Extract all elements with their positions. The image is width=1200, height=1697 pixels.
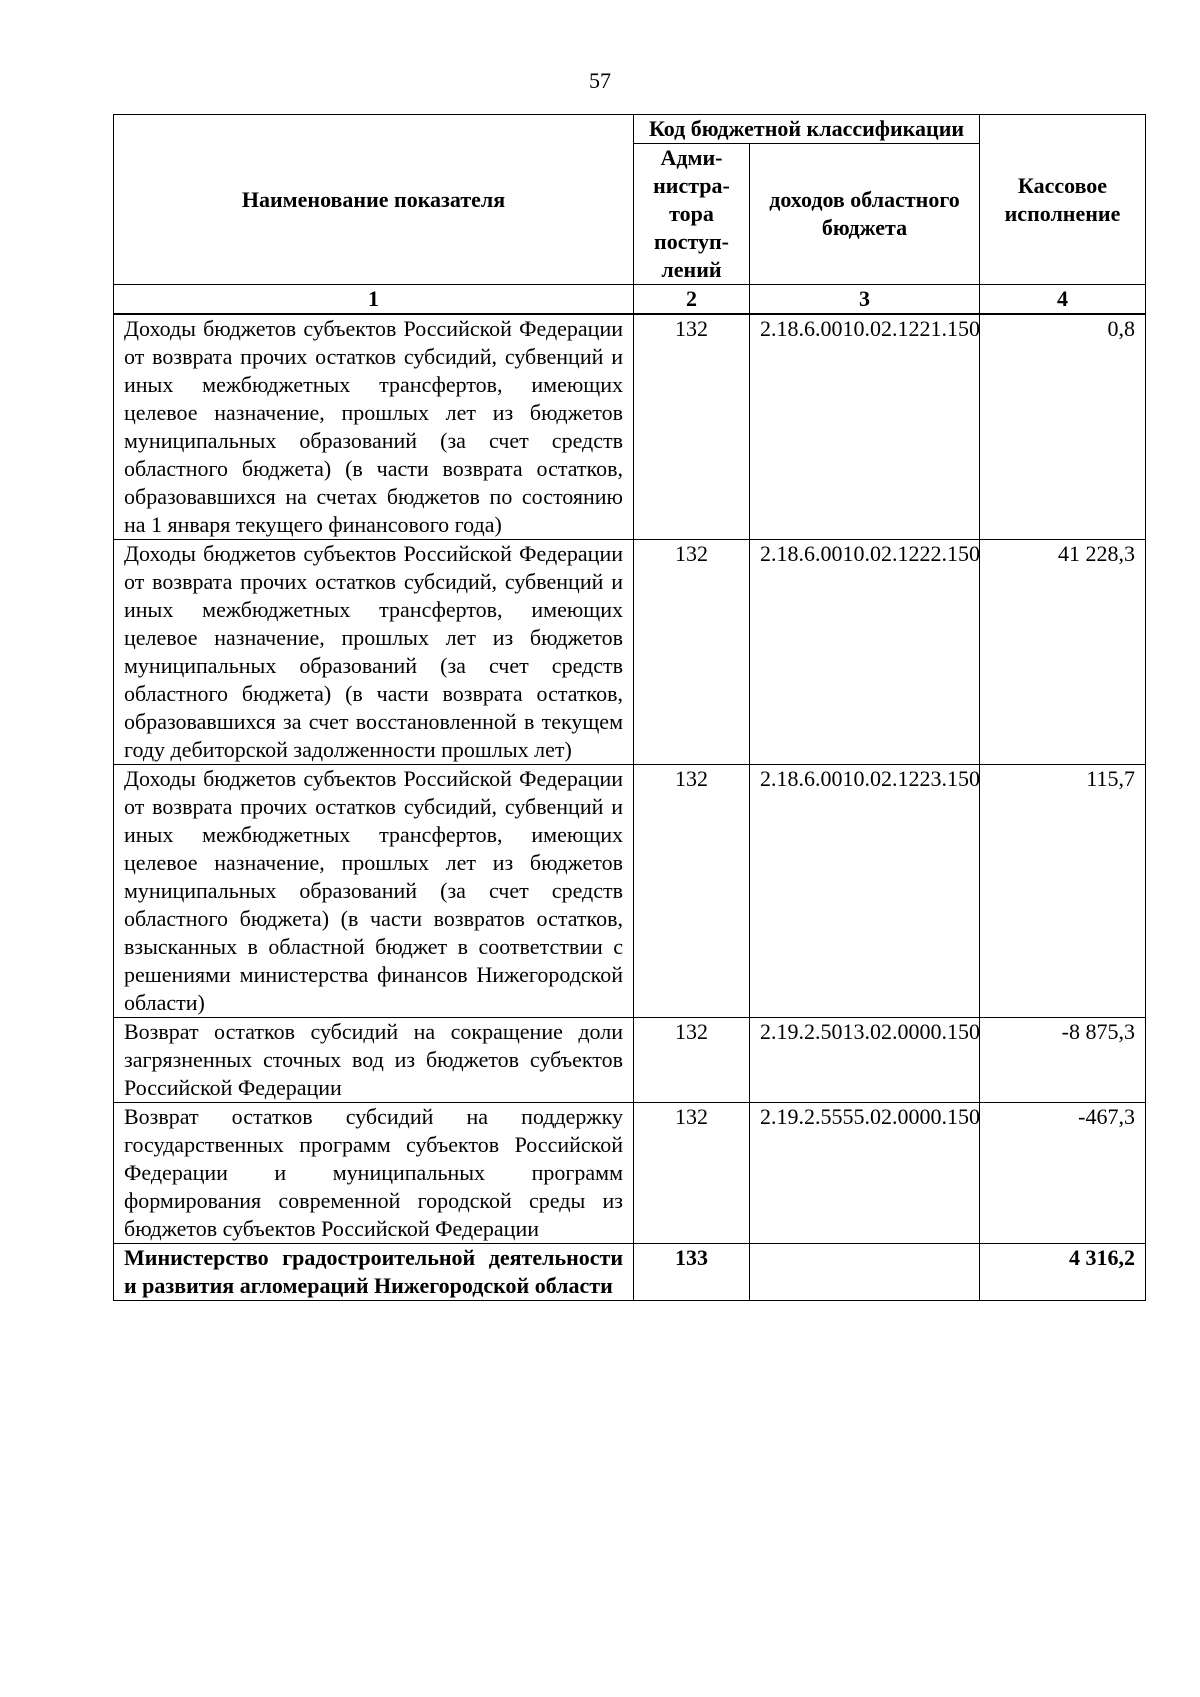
row-amount: -8 875,3 — [980, 1018, 1146, 1103]
row-admin-code: 132 — [634, 540, 750, 765]
column-numbers-row — [114, 285, 1146, 315]
row-budget-code: 2.18.6.0010.02.1221.150 — [750, 314, 980, 540]
row-name: Министерство градостроительной деятельности и развития агломераций Нижегородской области — [114, 1244, 634, 1301]
header-income: доходов областного бюджета — [750, 144, 980, 285]
column-number-1: 1 — [114, 285, 634, 315]
row-amount: 0,8 — [980, 314, 1146, 540]
row-amount: 115,7 — [980, 765, 1146, 1018]
row-admin-code: 132 — [634, 765, 750, 1018]
row-budget-code: 2.18.6.0010.02.1223.150 — [750, 765, 980, 1018]
page-number: 57 — [589, 68, 611, 93]
table-row — [114, 540, 1146, 765]
row-admin-code: 132 — [634, 314, 750, 540]
table-row — [114, 314, 1146, 540]
row-name: Доходы бюджетов субъектов Российской Федерации от возврата прочих остатков субсидий, субвенций и иных межбюджетных трансфертов, имеющих целевое назначение, прошлых лет из бюджетов муниципальных образований (за счет средств областного бюджета) (в части возврата остатков, образовавшихся на счетах бюджетов по состоянию на 1 января текущего финансового года) — [114, 314, 634, 540]
column-number-4: 4 — [980, 285, 1146, 315]
table-row — [114, 765, 1146, 1018]
header-row-top — [114, 115, 1146, 144]
row-budget-code: 2.19.2.5013.02.0000.150 — [750, 1018, 980, 1103]
row-amount: -467,3 — [980, 1103, 1146, 1244]
row-admin-code: 132 — [634, 1018, 750, 1103]
header-name: Наименование показателя — [114, 115, 634, 285]
header-kbk: Код бюджетной классификации — [634, 115, 980, 144]
budget-income-table — [113, 114, 1146, 1301]
column-number-2: 2 — [634, 285, 750, 315]
row-budget-code — [750, 1244, 980, 1301]
header-admin: Адми-нистра-тора поступ-лений — [634, 144, 750, 285]
header-execution: Кассовое исполнение — [980, 115, 1146, 285]
row-admin-code: 132 — [634, 1103, 750, 1244]
row-budget-code: 2.18.6.0010.02.1222.150 — [750, 540, 980, 765]
row-name: Возврат остатков субсидий на поддержку государственных программ субъектов Российской Федерации и муниципальных программ формирования современной городской среды из бюджетов субъектов Российской Федерации — [114, 1103, 634, 1244]
row-amount: 41 228,3 — [980, 540, 1146, 765]
row-amount: 4 316,2 — [980, 1244, 1146, 1301]
table-row-ministry-total — [114, 1244, 1146, 1301]
row-name: Доходы бюджетов субъектов Российской Федерации от возврата прочих остатков субсидий, субвенций и иных межбюджетных трансфертов, имеющих целевое назначение, прошлых лет из бюджетов муниципальных образований (за счет средств областного бюджета) (в части возвратов остатков, взысканных в областной бюджет в соответствии с решениями министерства финансов Нижегородской области) — [114, 765, 634, 1018]
table-row — [114, 1103, 1146, 1244]
table-row — [114, 1018, 1146, 1103]
row-budget-code: 2.19.2.5555.02.0000.150 — [750, 1103, 980, 1244]
column-number-3: 3 — [750, 285, 980, 315]
row-admin-code: 133 — [634, 1244, 750, 1301]
row-name: Доходы бюджетов субъектов Российской Федерации от возврата прочих остатков субсидий, субвенций и иных межбюджетных трансфертов, имеющих целевое назначение, прошлых лет из бюджетов муниципальных образований (за счет средств областного бюджета) (в части возврата остатков, образовавшихся за счет восстановленной в текущем году дебиторской задолженности прошлых лет) — [114, 540, 634, 765]
row-name: Возврат остатков субсидий на сокращение доли загрязненных сточных вод из бюджетов субъектов Российской Федерации — [114, 1018, 634, 1103]
